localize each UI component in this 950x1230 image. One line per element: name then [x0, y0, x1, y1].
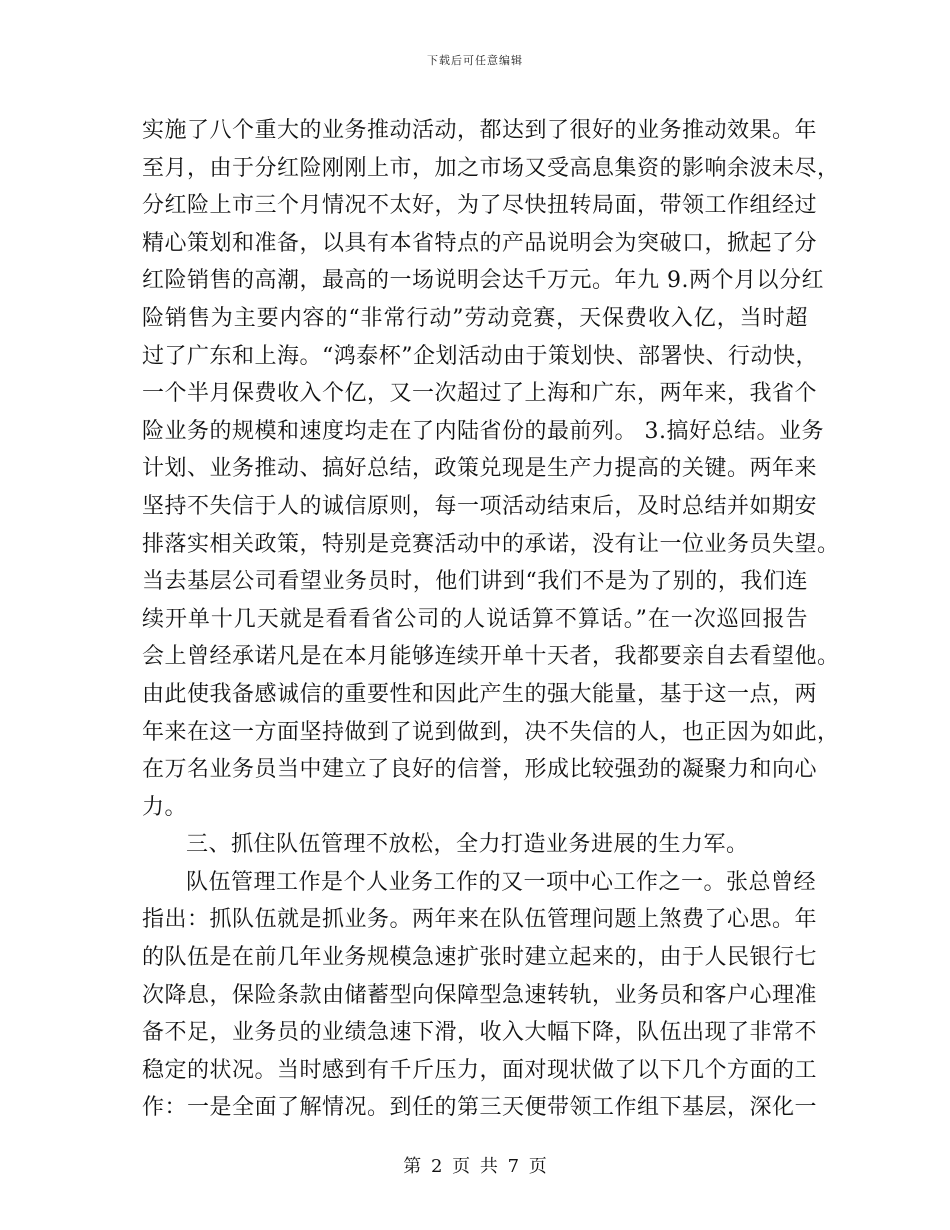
- text-line: 至月，由于分红险刚刚上市，加之市场又受高息集资的影响余波未尽，: [142, 155, 840, 181]
- text-line: 次降息，保险条款由储蓄型向保障型急速转轨，业务员和客户心理准: [142, 982, 818, 1008]
- text-line: 计划、业务推动、搞好总结，政策兑现是生产力提高的关键。两年来: [142, 456, 818, 482]
- text-line: 的队伍是在前几年业务规模急速扩张时建立起来的，由于人民银行七: [142, 945, 818, 971]
- text-line: 险业务的规模和速度均走在了内陆省份的最前列。 3.搞好总结。业务: [142, 418, 824, 444]
- text-line: 红险销售的高潮，最高的一场说明会达千万元。年九 9.两个月以分红: [142, 268, 824, 294]
- text-line: 续开单十几天就是看看省公司的人说话算不算话。”在一次巡回报告: [142, 606, 808, 632]
- text-line: 分红险上市三个月情况不太好，为了尽快扭转局面，带领工作组经过: [142, 193, 818, 219]
- text-line: 力。: [142, 794, 188, 820]
- text-line: 备不足，业务员的业绩急速下滑，收入大幅下降，队伍出现了非常不: [142, 1020, 818, 1046]
- page-header: 下载后可任意编辑: [427, 54, 523, 67]
- text-line: 一个半月保费收入个亿，又一次超过了上海和广东，两年来，我省个: [142, 381, 818, 407]
- text-line: 当去基层公司看望业务员时，他们讲到“我们不是为了别的，我们连: [142, 569, 808, 595]
- text-line: 险销售为主要内容的“非常行动”劳动竞赛，天保费收入亿，当时超: [142, 305, 808, 331]
- text-line: 由此使我备感诚信的重要性和因此产生的强大能量，基于这一点，两: [142, 681, 818, 707]
- page-number-footer: 第 2 页 共 7 页: [403, 1156, 547, 1177]
- text-line: 指出：抓队伍就是抓业务。两年来在队伍管理问题上煞费了心思。年: [142, 907, 818, 933]
- text-line: 过了广东和上海。“鸿泰杯”企划活动由于策划快、部署快、行动快，: [142, 343, 818, 369]
- text-line: 实施了八个重大的业务推动活动，都达到了很好的业务推动效果。年: [142, 118, 818, 143]
- text-line: 作：一是全面了解情况。到任的第三天便带领工作组下基层，深化一: [142, 1095, 818, 1121]
- text-line: 会上曾经承诺凡是在本月能够连续开单十天者，我都要亲自去看望他。: [142, 644, 840, 670]
- text-line: 在万名业务员当中建立了良好的信誉，形成比较强劲的凝聚力和向心: [142, 757, 818, 783]
- text-line: 排落实相关政策，特别是竞赛活动中的承诺，没有让一位业务员失望。: [142, 531, 840, 557]
- text-line: 坚持不失信于人的诚信原则，每一项活动结束后，及时总结并如期安: [142, 493, 818, 519]
- document-body: [142, 112, 840, 1127]
- text-line: 稳定的状况。当时感到有千斤压力，面对现状做了以下几个方面的工: [142, 1057, 818, 1083]
- text-line: 年来在这一方面坚持做到了说到做到，决不失信的人，也正因为如此，: [142, 719, 840, 745]
- section-heading: 三、抓住队伍管理不放松，全力打造业务进展的生力军。: [186, 832, 749, 858]
- text-line: 精心策划和准备，以具有本省特点的产品说明会为突破口，掀起了分: [142, 230, 818, 256]
- text-line: 队伍管理工作是个人业务工作的又一项中心工作之一。张总曾经: [186, 869, 817, 895]
